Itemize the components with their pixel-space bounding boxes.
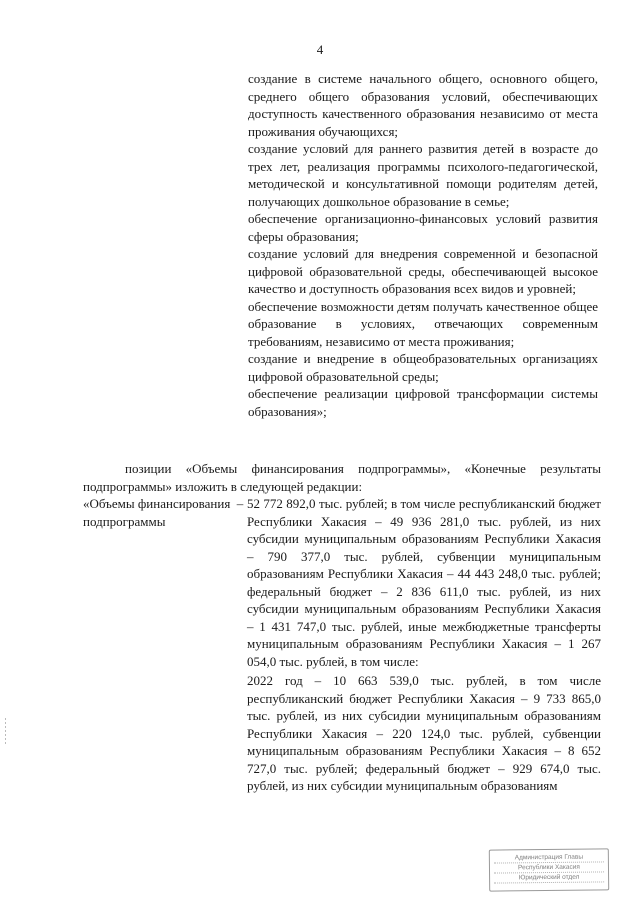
stamp-line: Республики Хакасия xyxy=(494,863,604,873)
goal-item: создание условий для внедрения современной и безопасной цифровой образовательной среды, обеспечивающей высокое качество и доступность образования всех видов и уровней; xyxy=(248,246,598,296)
financing-label: «Объемы финансирования подпрограммы xyxy=(83,496,231,529)
goal-item: обеспечение возможности детям получать качественное общее образование в условиях, отвечающих современным требованиям, независимо от места проживания; xyxy=(248,298,598,349)
document-stamp xyxy=(489,848,609,891)
financing-table-row xyxy=(83,495,601,797)
margin-mark xyxy=(5,718,6,746)
stamp-line: Юридический отдел xyxy=(494,873,604,883)
goal-item: создание условий для раннего развития детей в возрасте до трех лет, реализация программы психолого-педагогической, методической и консультативной помощи родителям детей, получающих дошкольное образование в семье; xyxy=(248,141,598,209)
stamp-line: Администрация Главы xyxy=(494,853,604,863)
intro-paragraph: позиции «Объемы финансирования подпрограммы», «Конечные результаты подпрограммы» изложить в следующей редакции: xyxy=(83,461,601,494)
goal-item: создание в системе начального общего, основного общего, среднего общего образования условий, обеспечивающих доступность качественного образования независимо от места проживания обучающихся; xyxy=(248,71,598,139)
goals-list xyxy=(248,70,598,420)
goal-item: обеспечение организационно-финансовых условий развития сферы образования; xyxy=(248,211,598,244)
page-number: 4 xyxy=(316,42,324,57)
goal-item: создание и внедрение в общеобразовательных организациях цифровой образовательной среды; xyxy=(248,351,598,384)
financing-details xyxy=(247,495,601,797)
financing-paragraph: 2022 год – 10 663 539,0 тыс. рублей, в том числе республиканский бюджет Республики Хакасия – 9 733 865,0 тыс. рублей, из них субсидии муниципальным образованиям Республики Хакасия – 220 124,0 тыс. рублей, субвенции муниципальным образованиям Республики Хакасия – 8 652 727,0 тыс. рублей; федеральный бюджет – 929 674,0 тыс. рублей, из них субсидии муниципальным образованиям xyxy=(247,673,601,793)
goal-item: обеспечение реализации цифровой трансформации системы образования»; xyxy=(248,386,598,419)
dash-separator: – xyxy=(236,496,244,511)
financing-paragraph: 52 772 892,0 тыс. рублей; в том числе республиканский бюджет Республики Хакасия – 49 936 281,0 тыс. рублей, из них субсидии муниципальным образованиям Республики Хакасия – 790 377,0 тыс. рублей, субвенции муниципальным образованиям Республики Хакасия – 44 443 248,0 тыс. рублей; федеральный бюджет – 2 836 611,0 тыс. рублей, из них субсидии муниципальным образованиям Республики Хакасия – 1 431 747,0 тыс. рублей, иные межбюджетные трансферты муниципальным образованиям Республики Хакасия – 1 267 054,0 тыс. рублей, в том числе: xyxy=(247,496,601,669)
